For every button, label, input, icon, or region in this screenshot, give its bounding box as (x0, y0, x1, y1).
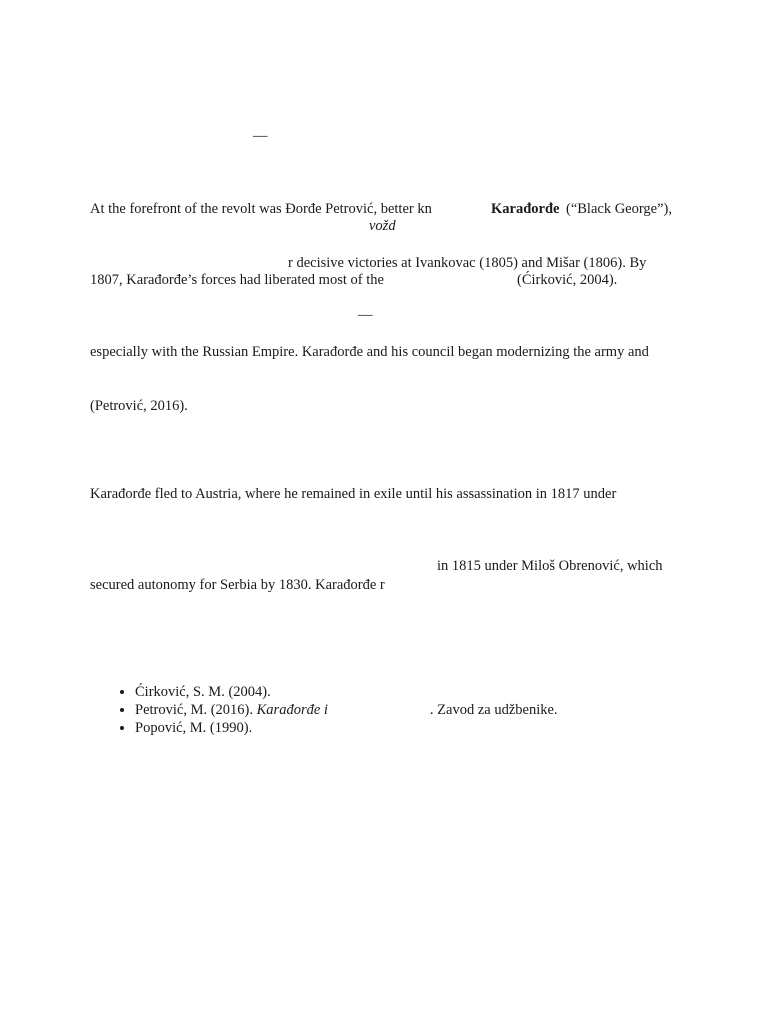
reference-text: Petrović, M. (2016). (135, 702, 253, 718)
reference-italic-title: Karađorđe i (256, 702, 328, 718)
para2-line2-a: 1807, Karađorđe’s forces had liberated most of the (90, 272, 384, 288)
reference-publisher: . Zavod za udžbenike. (429, 702, 558, 718)
reference-text: Popović, M. (1990). (135, 720, 253, 736)
references-list (90, 683, 558, 737)
para4-line1: Karađorđe fled to Austria, where he remained in exile until his assassination in 1817 under (90, 486, 617, 502)
reference-item (135, 701, 558, 719)
para3-line1: especially with the Russian Empire. Karađorđe and his council began modernizing the army and (90, 344, 649, 360)
para5-line2: secured autonomy for Serbia by 1830. Karađorđe r (90, 577, 385, 593)
para3-dash: — (358, 307, 373, 323)
para1-nickname: (“Black George”), (566, 201, 673, 217)
reference-item (135, 683, 558, 701)
para5-line1: in 1815 under Miloš Obrenović, which (437, 558, 663, 574)
para2-citation: (Ćirković, 2004). (517, 272, 618, 288)
heading-dash: — (253, 128, 268, 144)
para2-line1: r decisive victories at Ivankovac (1805) and Mišar (1806). By (288, 255, 647, 271)
reference-item (135, 719, 558, 737)
reference-text: Ćirković, S. M. (2004). (135, 684, 271, 700)
para1-name-bold: Karađorđe (491, 201, 560, 217)
para1-title-italic: vožd (369, 218, 396, 234)
para1-line1-text: At the forefront of the revolt was Đorđe Petrović, better kn (90, 201, 432, 217)
para3-citation: (Petrović, 2016). (90, 398, 188, 414)
